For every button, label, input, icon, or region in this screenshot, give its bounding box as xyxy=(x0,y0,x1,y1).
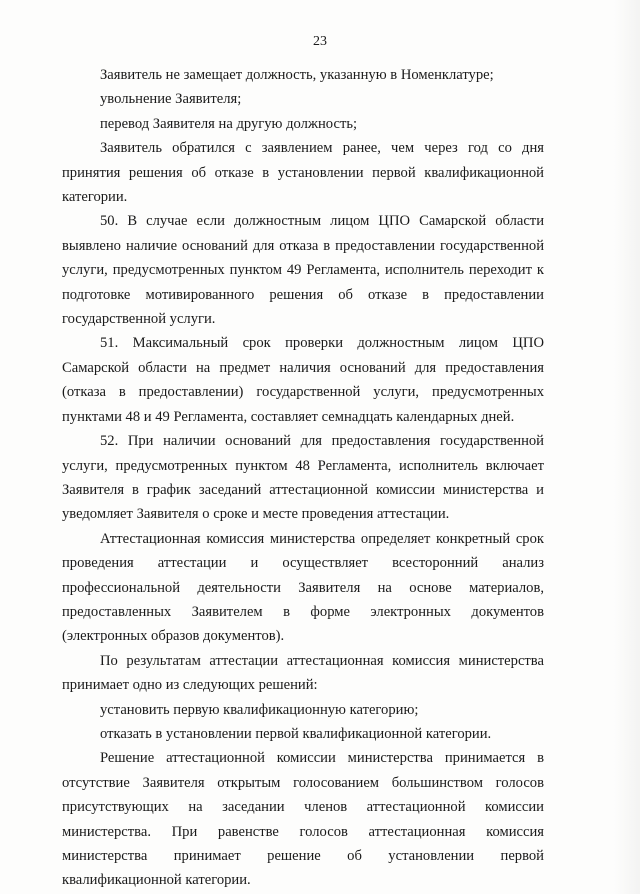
page-edge-shadow xyxy=(614,0,640,894)
page-number: 23 xyxy=(313,34,327,49)
document-body xyxy=(62,63,544,893)
paragraph-decision-grant: установить первую квалификационную категорию; xyxy=(100,701,419,718)
paragraph-clause-50: 50. В случае если должностным лицом ЦПО Самарской области выявлено наличие оснований для отказа в предоставлении государственной услуги, предусмотренных пунктом 49 Регламента, исполнитель переходит к подготовке мотивированного решения об отказе в предоставлении государственной услуги. xyxy=(62,213,544,328)
paragraph-condition-early-application: Заявитель обратился с заявлением ранее, чем через год со дня принятия решения об отказе в установлении первой квалификационной категории. xyxy=(62,140,544,206)
paragraph-decision-refuse: отказать в установлении первой квалификационной категории. xyxy=(100,725,492,742)
paragraph-condition-dismissal: увольнение Заявителя; xyxy=(100,91,242,108)
paragraph-clause-51: 51. Максимальный срок проверки должностным лицом ЦПО Самарской области на предмет наличия оснований для предоставления (отказа в предоставлении) государственной услуги, предусмотренных пунктами 48 и 49 Регламента, составляет семнадцать календарных дней. xyxy=(62,335,544,425)
paragraph-commission-analysis: Аттестационная комиссия министерства определяет конкретный срок проведения аттестации и осуществляет всесторонний анализ профессиональной деятельности Заявителя на основе материалов, предоставленных Заявителем в форме электронных документов (электронных образов документов). xyxy=(62,530,544,645)
paragraph-clause-52: 52. При наличии оснований для предоставления государственной услуги, предусмотренных пунктом 48 Регламента, исполнитель включает Заявителя в график заседаний аттестационной комиссии министерства и уведомляет Заявителя о сроке и месте проведения аттестации. xyxy=(62,433,544,523)
paragraph-condition-position: Заявитель не замещает должность, указанную в Номенклатуре; xyxy=(100,67,494,83)
paragraph-voting-rules: Решение аттестационной комиссии министерства принимается в отсутствие Заявителя открытым голосованием большинством голосов присутствующих на заседании членов аттестационной комиссии министерства. При равенстве голосов аттестационная комиссия министерства принимает решение об установлении первой квалификационной категории. xyxy=(62,750,544,889)
paragraph-condition-transfer: перевод Заявителя на другую должность; xyxy=(100,115,358,132)
paragraph-results-intro: По результатам аттестации аттестационная комиссия министерства принимает одно из следующих решений: xyxy=(62,652,544,694)
